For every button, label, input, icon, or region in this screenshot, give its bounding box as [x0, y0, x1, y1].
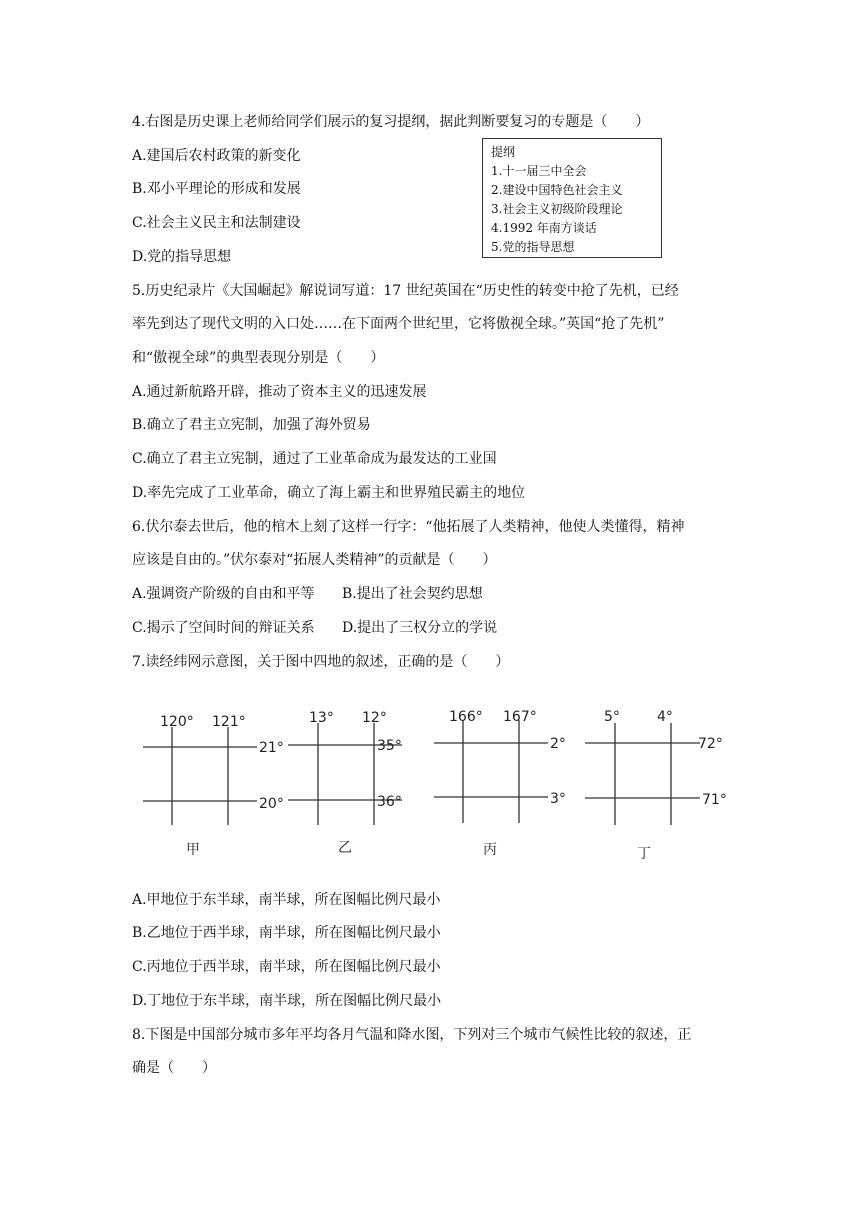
grid-yi-bottom-parallel-label: 36° [377, 794, 402, 810]
grid-jia-left-meridian-label: 120° [160, 714, 194, 730]
outline-item: 5.党的指导思想 [491, 240, 575, 254]
q7-option-c: C.丙地位于西半球，南半球，所在图幅比例尺最小 [132, 959, 441, 975]
grid-bing-name: 丙 [483, 842, 497, 858]
grid-yi-left-meridian-label: 13° [309, 710, 334, 726]
q7-option-a: A.甲地位于东半球，南半球，所在图幅比例尺最小 [132, 892, 441, 908]
q5-stem-line: 和“傲视全球”的典型表现分别是（ ） [132, 350, 385, 366]
q4-option-c: C.社会主义民主和法制建设 [132, 215, 301, 231]
q6-stem-line: 应该是自由的。”伏尔泰对“拓展人类精神”的贡献是（ ） [132, 552, 497, 568]
q6-option-c: C.揭示了空间时间的辩证关系 [132, 620, 315, 636]
outline-item: 4.1992 年南方谈话 [491, 221, 597, 235]
q5-option-d: D.率先完成了工业革命，确立了海上霸主和世界殖民霸主的地位 [132, 485, 526, 501]
q8-stem-line: 确是（ ） [132, 1060, 216, 1076]
q6-stem-line: 6.伏尔泰去世后，他的棺木上刻了这样一行字：“他拓展了人类精神，他使人类懂得，精神 [132, 519, 685, 535]
q7-option-d: D.丁地位于东半球，南半球，所在图幅比例尺最小 [132, 993, 442, 1009]
grid-ding-bottom-parallel-label: 71° [702, 792, 727, 808]
q8-stem-line: 8.下图是中国部分城市多年平均各月气温和降水图，下列对三个城市气候性比较的叙述，正 [132, 1027, 692, 1043]
grid-bing-bottom-parallel-label: 3° [550, 791, 566, 807]
outline-item: 1.十一届三中全会 [491, 164, 587, 178]
q7-stem: 7.读经纬网示意图，关于图中四地的叙述，正确的是（ ） [132, 654, 510, 670]
q6-option-a: A.强调资产阶级的自由和平等 [132, 586, 315, 602]
q4-option-a: A.建国后农村政策的新变化 [132, 148, 301, 164]
grid-jia-name: 甲 [186, 842, 200, 858]
grid-ding-right-meridian-label: 4° [657, 709, 673, 725]
grid-bing-right-meridian-label: 167° [503, 709, 537, 725]
grid-ding-top-parallel-label: 72° [698, 736, 723, 752]
outline-item: 3.社会主义初级阶段理论 [491, 202, 623, 216]
q7-option-b: B.乙地位于西半球，南半球，所在图幅比例尺最小 [132, 925, 441, 941]
grid-bing-left-meridian-label: 166° [449, 709, 483, 725]
q6-option-d: D.提出了三权分立的学说 [342, 620, 498, 636]
grid-jia-right-meridian-label: 121° [212, 714, 246, 730]
q4-stem: 4.右图是历史课上老师给同学们展示的复习提纲，据此判断要复习的专题是（ ） [132, 114, 650, 130]
q4-option-d: D.党的指导思想 [132, 249, 232, 265]
outline-title: 提纲 [491, 145, 516, 159]
graticule-diagram [0, 690, 860, 870]
q5-stem-line: 率先到达了现代文明的入口处……在下面两个世纪里，它将傲视全球。”英国“抢了先机” [132, 316, 665, 332]
q6-option-b: B.提出了社会契约思想 [342, 586, 483, 602]
q5-option-c: C.确立了君主立宪制，通过了工业革命成为最发达的工业国 [132, 451, 497, 467]
grid-yi-top-parallel-label: 35° [377, 738, 402, 754]
review-outline-box [482, 138, 662, 258]
grid-jia-bottom-parallel-label: 20° [259, 796, 284, 812]
outline-item: 2.建设中国特色社会主义 [491, 183, 623, 197]
grid-yi-name: 乙 [338, 840, 352, 856]
grid-yi-right-meridian-label: 12° [362, 710, 387, 726]
grid-jia-top-parallel-label: 21° [259, 740, 284, 756]
grid-ding-left-meridian-label: 5° [604, 709, 620, 725]
q5-option-b: B.确立了君主立宪制，加强了海外贸易 [132, 417, 371, 433]
grid-bing-top-parallel-label: 2° [550, 736, 566, 752]
grid-ding-name: 丁 [637, 846, 651, 862]
q5-option-a: A.通过新航路开辟，推动了资本主义的迅速发展 [132, 384, 427, 400]
q5-stem-line: 5.历史纪录片《大国崛起》解说词写道：17 世纪英国在“历史性的转变中抢了先机，已经 [132, 283, 679, 299]
q4-option-b: B.邓小平理论的形成和发展 [132, 181, 301, 197]
